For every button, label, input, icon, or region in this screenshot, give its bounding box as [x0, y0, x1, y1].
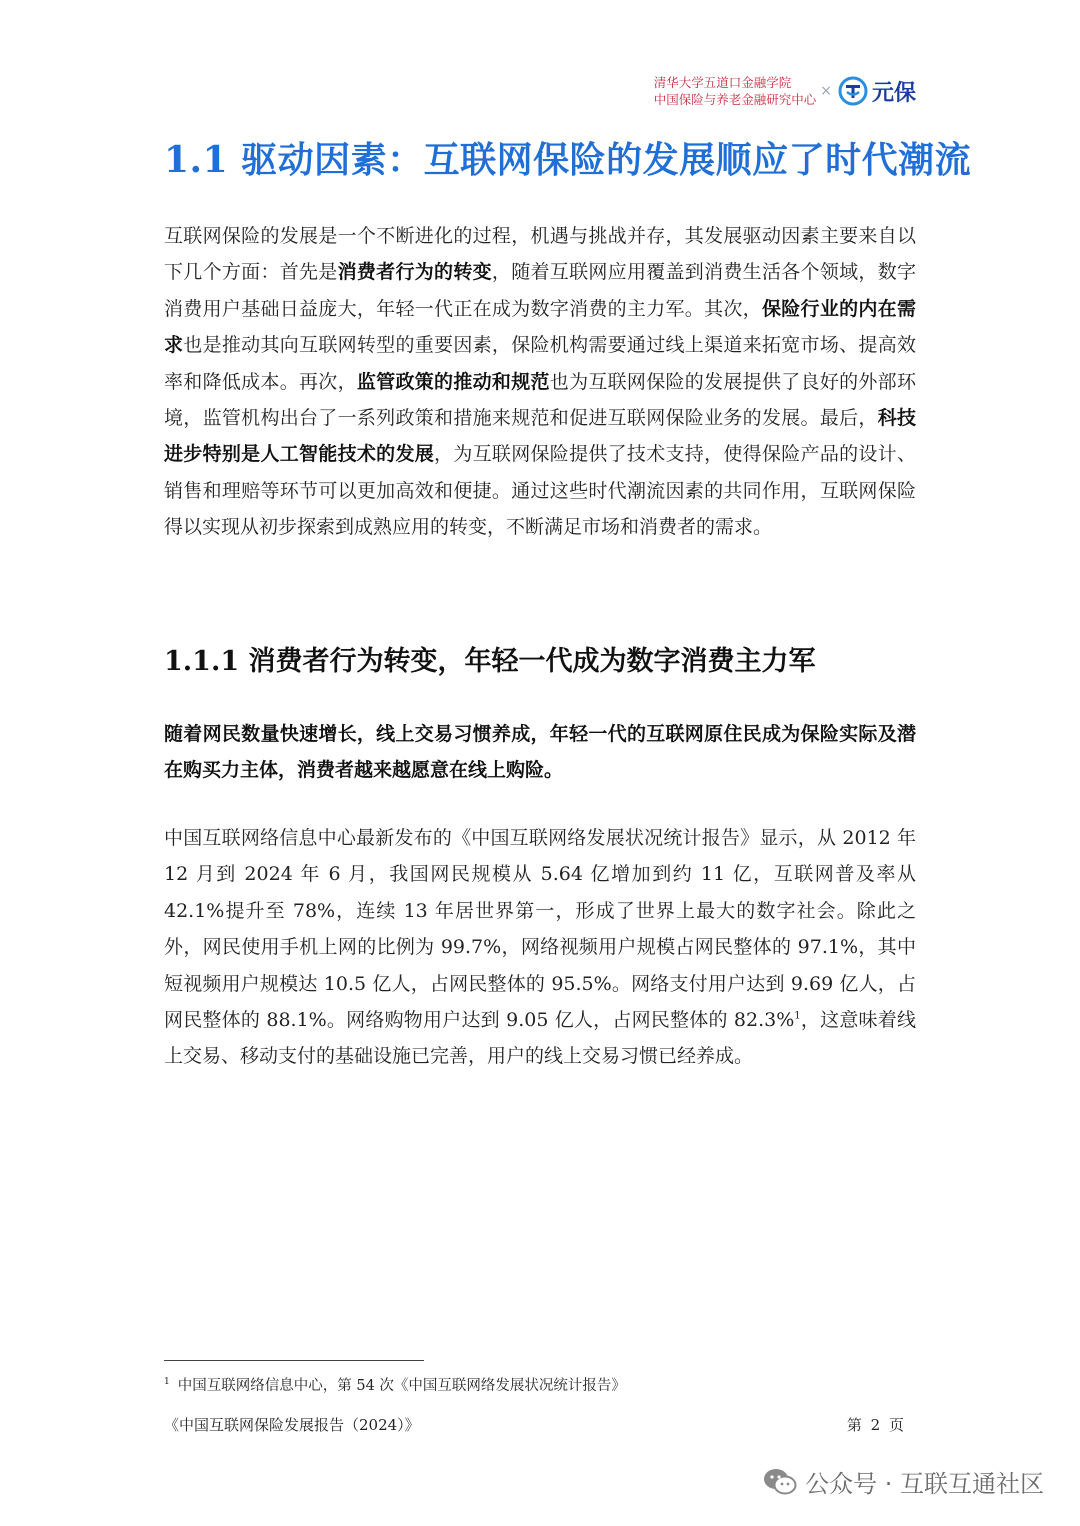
yuanbao-logo-icon — [838, 76, 868, 106]
institution-line-2: 中国保险与养老金融研究中心 — [653, 92, 817, 107]
institution-name — [654, 74, 817, 108]
page-number: 第 2 页 — [846, 1416, 904, 1434]
footer-report-title: 《中国互联网保险发展报告（2024）》 — [164, 1416, 420, 1434]
header-logo — [654, 74, 916, 108]
section-paragraph — [164, 218, 916, 546]
footnote-divider — [164, 1360, 424, 1361]
emphasis-text: 保险行业的内在需求 — [164, 297, 916, 357]
emphasis-text: 科技进步特别是人工智能技术的发展 — [164, 407, 916, 466]
footnote-reference[interactable]: 1 — [794, 1010, 801, 1022]
emphasis-text: 监管政策的推动和规范 — [356, 370, 550, 393]
paragraph-text: 互联网保险的发展是一个不断进化的过程，机遇与挑战并存，其发展驱动因素主要来自以下几个方面：首先是 — [164, 225, 916, 284]
paragraph-text: ，随着互联网应用覆盖到消费生活各个领域，数字消费用户基础日益庞大，年轻一代正在成为数字消费的主力军。其次， — [164, 261, 916, 320]
footnote-text: 中国互联网络信息中心，第 54 次《中国互联网络发展状况统计报告》 — [177, 1378, 626, 1394]
logo-separator: × — [820, 83, 832, 99]
brand-logo — [838, 76, 916, 107]
paragraph-text: ，为互联网保险提供了技术支持，使得保险产品的设计、销售和理赔等环节可以更加高效和便捷。通过这些时代潮流因素的共同作用，互联网保险得以实现从初步探索到成熟应用的转变，不断满足市场和消费者的需求。 — [164, 443, 916, 539]
emphasis-text: 消费者行为的转变 — [337, 261, 492, 284]
subsection-body — [164, 820, 916, 1075]
subsection-lead: 随着网民数量快速增长，线上交易习惯养成，年轻一代的互联网原住民成为保险实际及潜在购买力主体，消费者越来越愿意在线上购险。 — [164, 723, 916, 782]
footnote-number: 1 — [164, 1377, 170, 1388]
subsection-title: 1.1.1 消费者行为转变，年轻一代成为数字消费主力军 — [164, 646, 816, 677]
wechat-icon — [763, 1468, 797, 1496]
footnote — [164, 1374, 626, 1395]
body-text-after-note: ，这意味着线上交易、移动支付的基础设施已完善，用户的线上交易习惯已经养成。 — [164, 1009, 916, 1068]
watermark-text: 公众号 · 互联互通社区 — [805, 1470, 1044, 1498]
paragraph-text: 也是推动其向互联网转型的重要因素，保险机构需要通过线上渠道来拓宽市场、提高效率和降低成本。再次， — [164, 334, 916, 393]
section-title: 1.1 驱动因素：互联网保险的发展顺应了时代潮流 — [164, 139, 972, 181]
body-text-before-note: 中国互联网络信息中心最新发布的《中国互联网络发展状况统计报告》显示，从 2012 年 12 月到 2024 年 6 月，我国网民规模从 5.64 亿增加到约 11 亿，互联网普及率从 42.1%提升至 78%，连续 13 年居世界第一，形成了世界上最大的数字社会。除此之外，网民使用手机上网的比例为 99.7%，网络视频用户规模占网民整体的 97.1%，其中短视频用户规模达 10.5 亿人，占网民整体的 95.5%。网络支付用户达到 9.69 亿人，占网民整体的 88.1%。网络购物用户达到 9.05 亿人，占网民整体的 82.3% — [164, 827, 916, 1032]
watermark — [763, 1464, 1044, 1499]
brand-name: 元保 — [871, 80, 916, 106]
institution-line-1: 清华大学五道口金融学院 — [653, 75, 792, 90]
paragraph-text: 也为互联网保险的发展提供了良好的外部环境，监管机构出台了一系列政策和措施来规范和促进互联网保险业务的发展。最后， — [164, 370, 916, 430]
